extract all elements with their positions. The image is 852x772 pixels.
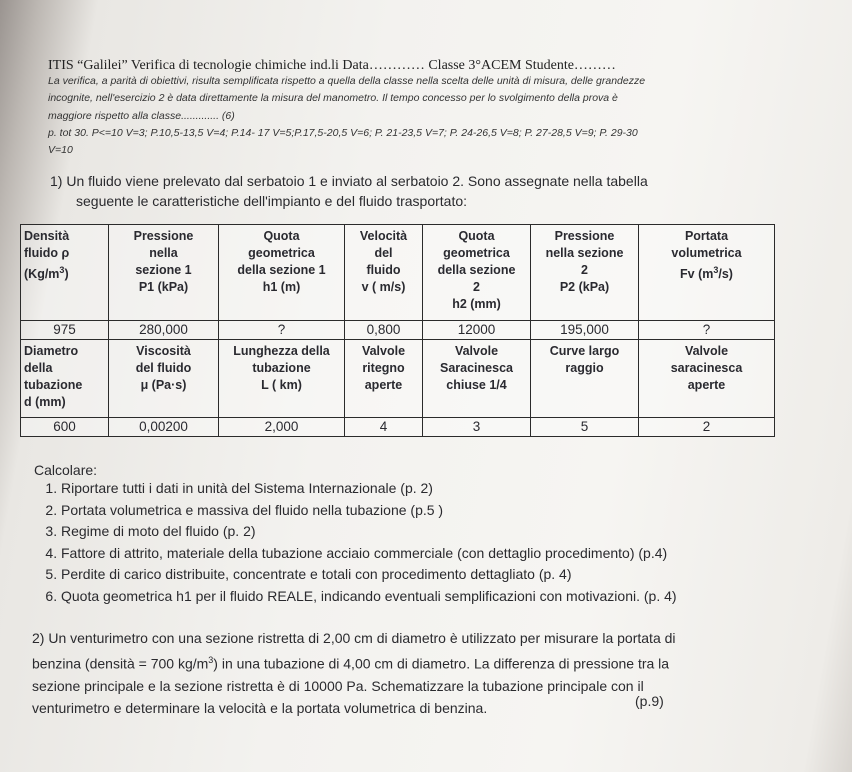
table-cell: 280,000	[109, 321, 219, 340]
question-2-line: sezione principale e la sezione ristretta è di 10000 Pa. Schematizzare la tubazione principale con il	[32, 677, 644, 694]
table-cell: 600	[21, 418, 109, 437]
header-check-valves: Valvole ritegno aperte	[345, 340, 423, 418]
instruction-line: maggiore rispetto alla classe............. (6)	[48, 110, 235, 122]
header-density: Densità fluido ρ $(Kg/m^3)$	[21, 225, 109, 321]
header-pressure-2: Pressione nella sezione 2 P2 (kPa)	[531, 225, 639, 321]
table-cell: 4	[345, 418, 423, 437]
table-header-row	[21, 225, 775, 321]
list-item: 3. Regime di moto del fluido (p. 2)	[61, 521, 852, 543]
header-velocity: Velocità del fluido v ( m/s)	[345, 225, 423, 321]
calc-list	[24, 478, 852, 607]
table-cell: 3	[423, 418, 531, 437]
list-item: 5. Perdite di carico distribuite, concentrate e totali con procedimento dettagliato (p. 4)	[61, 564, 852, 586]
table-cell: 5	[531, 418, 639, 437]
exam-header: ITIS “Galilei” Verifica di tecnologie chimiche ind.li Data………… Classe 3°ACEM Studente………	[48, 58, 616, 73]
table-cell: 12000	[423, 321, 531, 340]
table-row	[21, 418, 775, 437]
header-gate-valves-closed: Valvole Saracinesca chiuse 1/4	[423, 340, 531, 418]
question-2-line: venturimetro e determinare la velocità e la portata volumetrica di benzina.	[32, 699, 488, 716]
table-cell: 195,000	[531, 321, 639, 340]
grading-scale-end: V=10	[48, 144, 73, 156]
header-long-bends: Curve largo raggio	[531, 340, 639, 418]
header-viscosity: Viscosità del fluido μ (Pa·s)	[109, 340, 219, 418]
header-height-1: Quota geometrica della sezione 1 h1 (m)	[219, 225, 345, 321]
question-2-points: (p.9)	[635, 693, 664, 709]
question-2	[32, 627, 812, 719]
table-header-row	[21, 340, 775, 418]
table-cell: 0,00200	[109, 418, 219, 437]
header-flow-rate: Portata volumetrica Fv $(m^3/s)$	[639, 225, 775, 321]
list-item: 6. Quota geometrica h1 per il fluido REALE, indicando eventuali semplificazioni con motivazioni. (p. 4)	[61, 586, 852, 608]
instruction-line: incognite, nell'esercizio 2 è data direttamente la misura del manometro. Il tempo concesso per lo svolgimento della prova è	[48, 92, 618, 104]
header-pressure-1: Pressione nella sezione 1 P1 (kPa)	[109, 225, 219, 321]
list-item: 2. Portata volumetrica e massiva del fluido nella tubazione (p.5 )	[61, 500, 852, 522]
question-1-line: 1) Un fluido viene prelevato dal serbatoio 1 e inviato al serbatoio 2. Sono assegnate nella tabella	[50, 173, 648, 189]
table-cell: 2,000	[219, 418, 345, 437]
list-item: 4. Fattore di attrito, materiale della tubazione acciaio commerciale (con dettaglio procedimento) (p.4)	[61, 543, 852, 565]
table-cell: 2	[639, 418, 775, 437]
list-item: 1. Riportare tutti i dati in unità del Sistema Internazionale (p. 2)	[61, 478, 852, 500]
header-length: Lunghezza della tubazione L ( km)	[219, 340, 345, 418]
table-cell: 975	[21, 321, 109, 340]
table-cell: ?	[219, 321, 345, 340]
grading-scale: p. tot 30. P<=10 V=3; P.10,5-13,5 V=4; P.14- 17 V=5;P.17,5-20,5 V=6; P. 21-23,5 V=7; P. 24-26,5 V=8; P. 27-28,5 V=9; P. 29-30	[48, 127, 638, 139]
header-height-2: Quota geometrica della sezione 2 h2 (mm)	[423, 225, 531, 321]
header-diameter: Diametro della tubazione d (mm)	[21, 340, 109, 418]
table-row	[21, 321, 775, 340]
calcolare-title: Calcolare:	[34, 462, 98, 478]
instruction-line: La verifica, a parità di obiettivi, risulta semplificata rispetto a quella della classe nella scelta delle unità di misura, delle grandezze	[48, 75, 646, 87]
table-cell: 0,800	[345, 321, 423, 340]
question-2-line: benzina (densità = 700 $kg/m^3$) in una tubazione di 4,00 cm di diametro. La differenza di pressione tra la	[32, 655, 670, 672]
table-cell: ?	[639, 321, 775, 340]
question-2-line: 2) Un venturimetro con una sezione ristretta di 2,00 cm di diametro è utilizzato per misurare la portata di	[32, 630, 676, 646]
data-table	[20, 224, 775, 437]
question-1-line: seguente le caratteristiche dell'impianto e del fluido trasportato:	[76, 193, 468, 209]
header-gate-valves-open: Valvole saracinesca aperte	[639, 340, 775, 418]
